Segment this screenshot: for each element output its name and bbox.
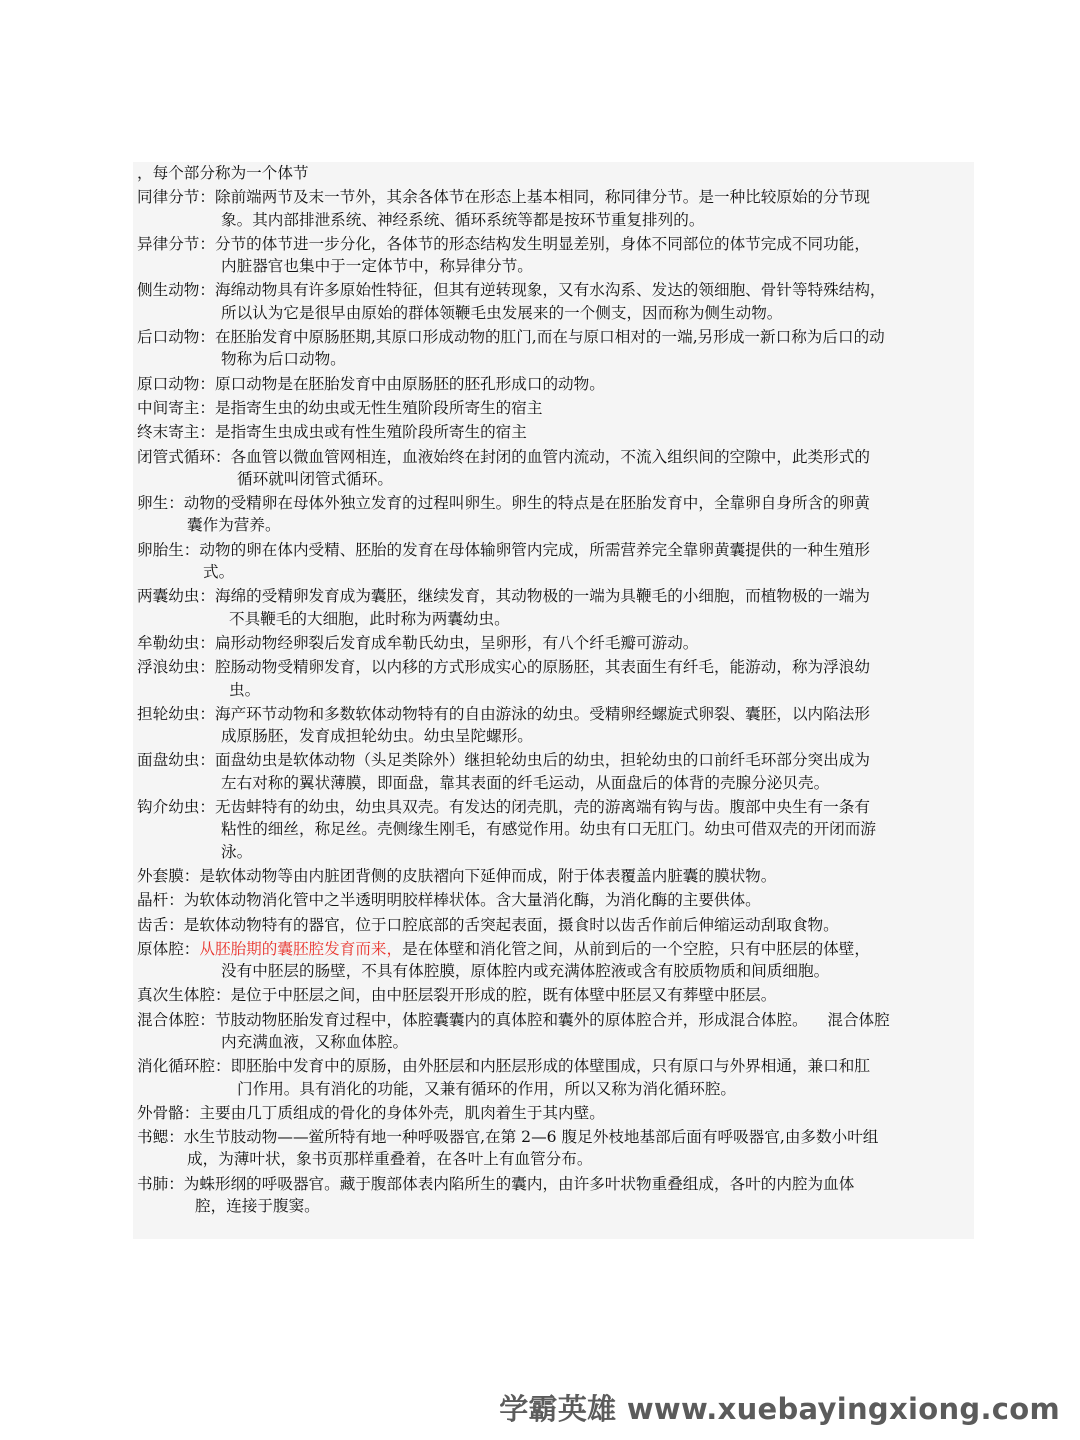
term-continuation: 粘性的细丝，称足丝。壳侧缘生刚毛，有感觉作用。幼虫有口无肛门。幼虫可借双壳的开闭而游 bbox=[221, 820, 876, 839]
term-continuation: 内脏器官也集中于一定体节中，称异律分节。 bbox=[221, 257, 533, 276]
term-entry bbox=[137, 585, 970, 630]
term-line: 闭管式循环：各血管以微血管网相连，血液始终在封闭的血管内流动，不流入组织间的空隙中，此类形式的 bbox=[137, 447, 870, 466]
term-entry bbox=[137, 703, 970, 748]
term-line: 卵胎生：动物的卵在体内受精、胚胎的发育在母体输卵管内完成，所需营养完全靠卵黄囊提供的一种生殖形 bbox=[137, 540, 870, 559]
term-entry bbox=[137, 1126, 970, 1171]
term-line: 担轮幼虫：海产环节动物和多数软体动物特有的自由游泳的幼虫。受精卵经螺旋式卵裂、囊胚，以内陷法形 bbox=[137, 704, 870, 723]
term-continuation: 泳。 bbox=[221, 842, 253, 861]
term-continuation: 式。 bbox=[203, 563, 235, 582]
term-entry bbox=[137, 279, 970, 324]
term-line: 书肺：为蛛形纲的呼吸器官。藏于腹部体表内陷所生的囊内，由许多叶状物重叠组成，各叶的内腔为血体 bbox=[137, 1174, 855, 1193]
term-continuation: 象。其内部排泄系统、神经系统、循环系统等都是按环节重复排列的。 bbox=[221, 210, 705, 229]
term-line: 外骨骼：主要由几丁质组成的骨化的身体外壳，肌肉着生于其内壁。 bbox=[137, 1103, 605, 1122]
term-line: 浮浪幼虫：腔肠动物受精卵发育，以内移的方式形成实心的原肠胚，其表面生有纤毛，能游动，称为浮浪幼 bbox=[137, 658, 870, 677]
term-line: 中间寄主：是指寄生虫的幼虫或无性生殖阶段所寄生的宿主 bbox=[137, 398, 543, 417]
term-line: 真次生体腔：是位于中胚层之间，由中胚层裂开形成的腔，既有体壁中胚层又有葬壁中胚层。 bbox=[137, 986, 777, 1005]
term-continuation: 不具鞭毛的大细胞，此时称为两囊幼虫。 bbox=[229, 609, 510, 628]
term-entry bbox=[137, 749, 970, 794]
term-continuation: 门作用。具有消化的功能，又兼有循环的作用，所以又称为消化循环腔。 bbox=[237, 1079, 737, 1098]
term-entry bbox=[137, 656, 970, 701]
term-line: 面盘幼虫：面盘幼虫是软体动物（头足类除外）继担轮幼虫后的幼虫，担轮幼虫的口前纤毛环部分突出成为 bbox=[137, 751, 870, 770]
term-line: 原口动物：原口动物是在胚胎发育中由原肠胚的胚孔形成口的动物。 bbox=[137, 374, 605, 393]
term-continuation: 没有中胚层的肠壁，不具有体腔膜，原体腔内或充满体腔液或含有胶质物质和间质细胞。 bbox=[221, 962, 830, 981]
term-line: 消化循环腔：即胚胎中发育中的原肠，由外胚层和内胚层形成的体壁围成，只有原口与外界相通，兼口和肛 bbox=[137, 1057, 870, 1076]
term-entry bbox=[137, 1055, 970, 1100]
term-entry bbox=[137, 186, 970, 231]
term-line: 后口动物：在胚胎发育中原肠胚期,其原口形成动物的肛门,而在与原口相对的一端,另形成一新口称为后口的动 bbox=[137, 328, 885, 347]
term-entry bbox=[137, 865, 970, 887]
term-entry bbox=[137, 539, 970, 584]
term-entry bbox=[137, 373, 970, 395]
term-entry bbox=[137, 796, 970, 863]
term-line: 书鳃：水生节肢动物——鲎所特有地一种呼吸器官,在第 2—6 腹足外枝地基部后面有呼吸器官,由多数小叶组 bbox=[137, 1128, 879, 1147]
document-body bbox=[133, 162, 974, 1239]
term-label: 原体腔： bbox=[137, 939, 200, 958]
term-continuation: 虫。 bbox=[229, 680, 261, 699]
term-line: 晶杆：为软体动物消化管中之半透明明胶样棒状体。含大量消化酶，为消化酶的主要供体。 bbox=[137, 891, 761, 910]
term-entry bbox=[137, 1173, 970, 1218]
term-entry bbox=[137, 492, 970, 537]
term-continuation: 所以认为它是很早由原始的群体领鞭毛虫发展来的一个侧支，因而称为侧生动物。 bbox=[221, 303, 783, 322]
term-line bbox=[137, 938, 970, 960]
term-continuation: 物称为后口动物。 bbox=[221, 350, 346, 369]
term-entry bbox=[137, 984, 970, 1006]
term-line: 卵生：动物的受精卵在母体外独立发育的过程叫卵生。卵生的特点是在胚胎发育中，全靠卵自身所含的卵黄 bbox=[137, 494, 870, 513]
term-continuation: 循环就叫闭管式循环。 bbox=[237, 469, 393, 488]
term-line: 混合体腔：节肢动物胚胎发育过程中，体腔囊囊内的真体腔和囊外的原体腔合并，形成混合体腔。 混合体腔 bbox=[137, 1010, 890, 1029]
term-continuation: 囊作为营养。 bbox=[187, 516, 281, 535]
intro-line bbox=[137, 162, 970, 184]
term-continuation: 成原肠胚，发育成担轮幼虫。幼虫呈陀螺形。 bbox=[221, 727, 533, 746]
highlighted-text: 从胚胎期的囊胚腔发育而来， bbox=[199, 939, 403, 958]
term-line: 同律分节：除前端两节及末一节外，其余各体节在形态上基本相同，称同律分节。是一种比较原始的分节现 bbox=[137, 188, 870, 207]
term-line: 异律分节：分节的体节进一步分化，各体节的形态结构发生明显差别，身体不同部位的体节完成不同功能， bbox=[137, 234, 870, 253]
term-entry bbox=[137, 446, 970, 491]
term-entry bbox=[137, 914, 970, 936]
term-line: 外套膜：是软体动物等由内脏团背侧的皮肤褶向下延伸而成，附于体表覆盖内脏囊的膜状物。 bbox=[137, 866, 777, 885]
intro-text: ，每个部分称为一个体节 bbox=[137, 164, 309, 182]
term-line: 齿舌：是软体动物特有的器官，位于口腔底部的舌突起表面，摄食时以齿舌作前后伸缩运动刮取食物。 bbox=[137, 915, 839, 934]
term-continuation: 内充满血液，又称血体腔。 bbox=[221, 1032, 409, 1051]
term-entry bbox=[137, 233, 970, 278]
term-entry bbox=[137, 889, 970, 911]
term-continuation: 成，为薄叶状，象书页那样重叠着，在各叶上有血管分布。 bbox=[187, 1150, 593, 1169]
term-line: 钩介幼虫：无齿蚌特有的幼虫，幼虫具双壳。有发达的闭壳肌，壳的游离端有钩与齿。腹部中央生有一条有 bbox=[137, 798, 870, 817]
term-continuation: 左右对称的翼状薄膜，即面盘，靠其表面的纤毛运动，从面盘后的体背的壳腺分泌贝壳。 bbox=[221, 773, 830, 792]
term-entry bbox=[137, 1009, 970, 1054]
term-entry bbox=[137, 938, 970, 983]
term-line: 终末寄主：是指寄生虫成虫或有性生殖阶段所寄生的宿主 bbox=[137, 423, 527, 442]
term-text: 是在体壁和消化管之间，从前到后的一个空腔，只有中胚层的体壁， bbox=[402, 939, 870, 958]
term-continuation: 腔，连接于腹窦。 bbox=[195, 1197, 320, 1216]
term-entry bbox=[137, 397, 970, 419]
term-entry bbox=[137, 421, 970, 443]
term-entry bbox=[137, 326, 970, 371]
site-watermark: 学霸英雄 www.xuebayingxiong.com bbox=[499, 1392, 1060, 1426]
term-entry bbox=[137, 1102, 970, 1124]
term-line: 侧生动物：海绵动物具有许多原始性特征，但其有逆转现象，又有水沟系、发达的领细胞、骨针等特殊结构， bbox=[137, 281, 886, 300]
term-entry bbox=[137, 632, 970, 654]
term-line: 两囊幼虫：海绵的受精卵发育成为囊胚，继续发育，其动物极的一端为具鞭毛的小细胞，而植物极的一端为 bbox=[137, 587, 870, 606]
term-line: 牟勒幼虫：扁形动物经卵裂后发育成牟勒氏幼虫，呈卵形，有八个纤毛瓣可游动。 bbox=[137, 633, 699, 652]
